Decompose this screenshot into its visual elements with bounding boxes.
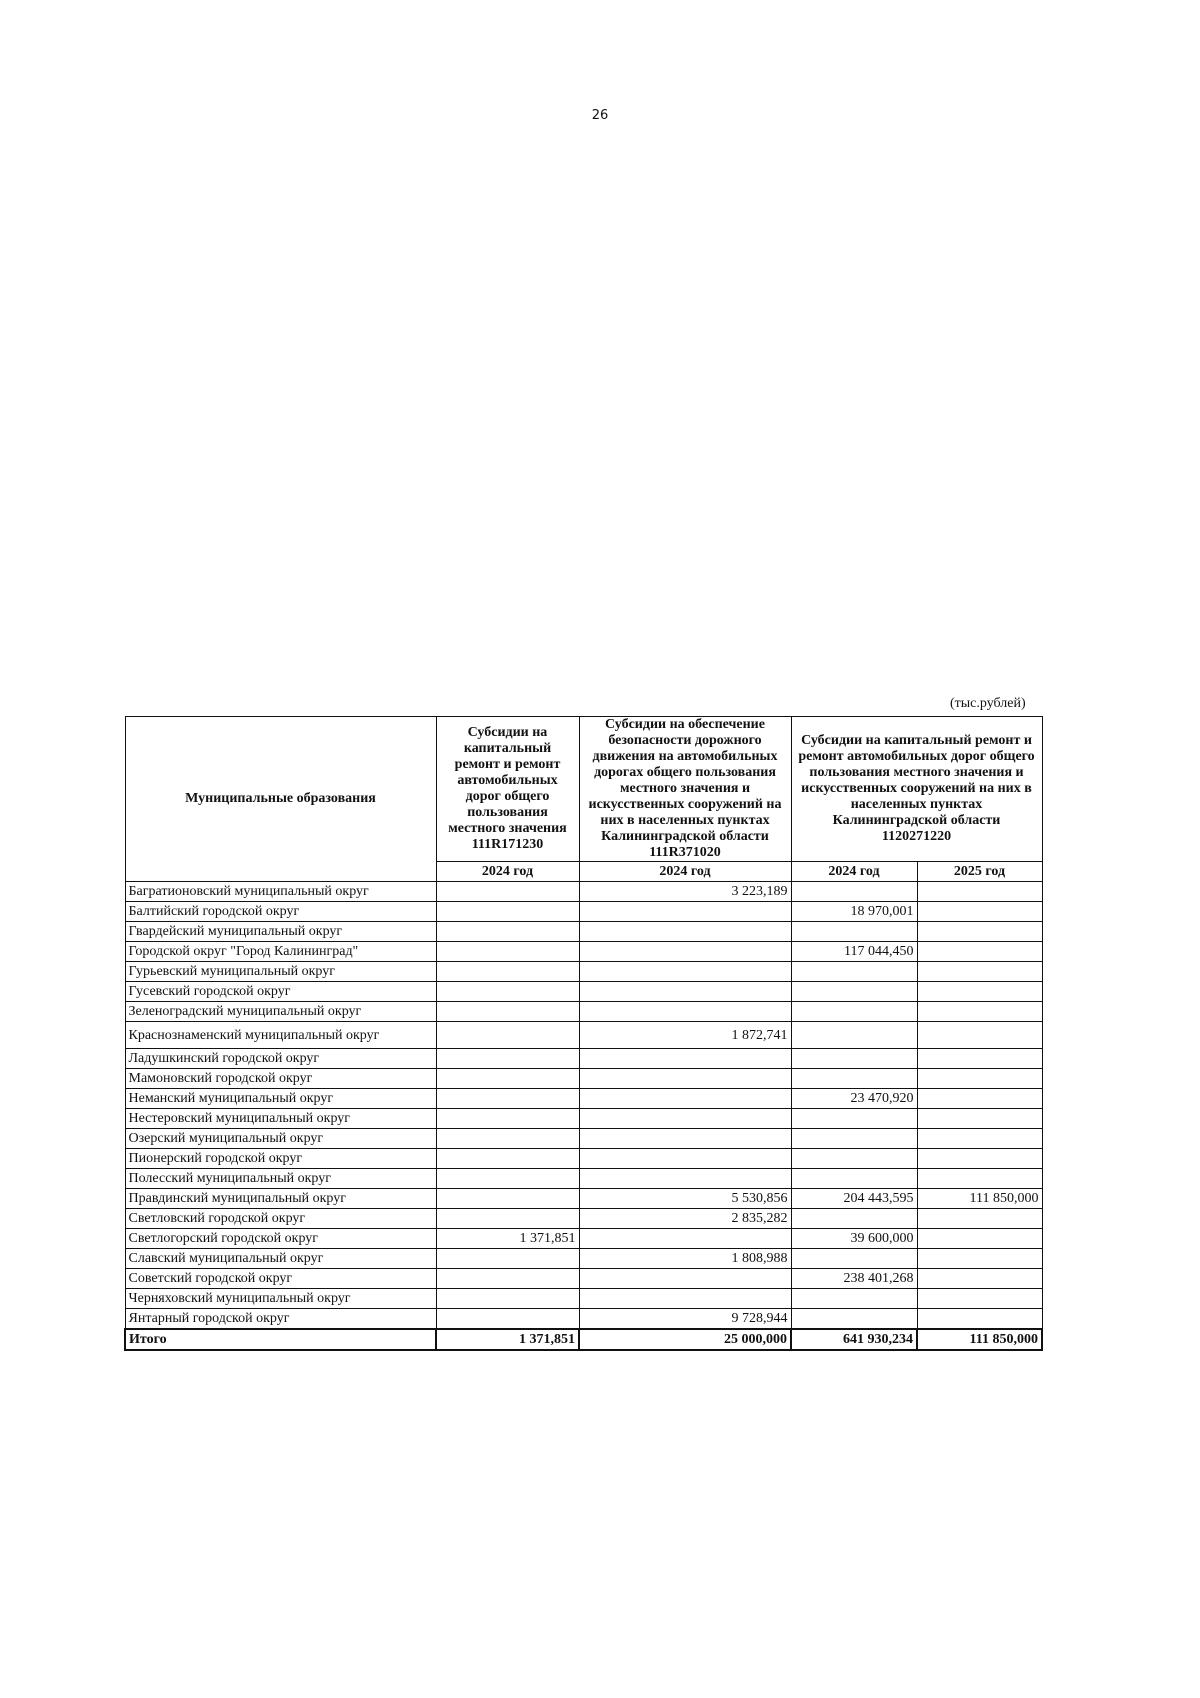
cell-c1	[436, 1189, 579, 1209]
cell-c2	[579, 1169, 791, 1189]
cell-c2: 25 000,000	[579, 1329, 791, 1350]
municipality-name: Ладушкинский городской округ	[125, 1049, 436, 1069]
table-row	[125, 1022, 1042, 1049]
cell-c3	[791, 1002, 917, 1022]
cell-c1: 1 371,851	[436, 1329, 579, 1350]
table-row	[125, 882, 1042, 902]
table-row	[125, 1209, 1042, 1229]
cell-c2	[579, 1002, 791, 1022]
cell-c1	[436, 982, 579, 1002]
cell-c4	[917, 902, 1042, 922]
cell-c2: 1 808,988	[579, 1249, 791, 1269]
cell-c2	[579, 942, 791, 962]
table-row	[125, 1002, 1042, 1022]
cell-c2	[579, 1049, 791, 1069]
page-number: 26	[591, 108, 609, 123]
cell-c2: 3 223,189	[579, 882, 791, 902]
municipality-name: Балтийский городской округ	[125, 902, 436, 922]
year-c2: 2024 год	[579, 862, 791, 882]
table-row	[125, 1249, 1042, 1269]
table-row	[125, 982, 1042, 1002]
cell-c1: 1 371,851	[436, 1229, 579, 1249]
table-row	[125, 1289, 1042, 1309]
cell-c4	[917, 1209, 1042, 1229]
municipality-name: Зеленоградский муниципальный округ	[125, 1002, 436, 1022]
table-body	[125, 882, 1042, 1351]
table-row	[125, 1129, 1042, 1149]
cell-c1	[436, 1249, 579, 1269]
cell-c3: 23 470,920	[791, 1089, 917, 1109]
header-col3: Субсидии на капитальный ремонт и ремонт автомобильных дорог общего пользования местного значения и искусственных сооружений на них в населенных пунктах Калининградской области 1120271220	[791, 717, 1042, 862]
cell-c1	[436, 1289, 579, 1309]
cell-c4	[917, 1109, 1042, 1129]
cell-c2	[579, 902, 791, 922]
cell-c4	[917, 1169, 1042, 1189]
cell-c4: 111 850,000	[917, 1329, 1042, 1350]
cell-c4	[917, 962, 1042, 982]
cell-c3	[791, 1289, 917, 1309]
cell-c1	[436, 1269, 579, 1289]
cell-c3	[791, 1109, 917, 1129]
table-row	[125, 962, 1042, 982]
table-row	[125, 942, 1042, 962]
municipality-name: Славский муниципальный округ	[125, 1249, 436, 1269]
cell-c2	[579, 962, 791, 982]
cell-c4	[917, 1049, 1042, 1069]
cell-c4	[917, 942, 1042, 962]
cell-c3	[791, 962, 917, 982]
cell-c2	[579, 982, 791, 1002]
cell-c4	[917, 982, 1042, 1002]
table-row	[125, 1269, 1042, 1289]
cell-c4	[917, 1269, 1042, 1289]
municipality-name: Полесский муниципальный округ	[125, 1169, 436, 1189]
cell-c3	[791, 1309, 917, 1330]
table-header-row	[125, 717, 1042, 862]
cell-c3	[791, 922, 917, 942]
cell-c3: 238 401,268	[791, 1269, 917, 1289]
cell-c4	[917, 1249, 1042, 1269]
cell-c3	[791, 1069, 917, 1089]
table-row	[125, 1169, 1042, 1189]
cell-c4	[917, 1309, 1042, 1330]
municipality-name: Мамоновский городской округ	[125, 1069, 436, 1089]
cell-c1	[436, 902, 579, 922]
cell-c4	[917, 1069, 1042, 1089]
cell-c3	[791, 982, 917, 1002]
cell-c3	[791, 1129, 917, 1149]
cell-c3: 204 443,595	[791, 1189, 917, 1209]
header-col1: Субсидии на капитальный ремонт и ремонт автомобильных дорог общего пользования местного значения 111R171230	[436, 717, 579, 862]
municipality-name: Пионерский городской округ	[125, 1149, 436, 1169]
cell-c3: 39 600,000	[791, 1229, 917, 1249]
cell-c3	[791, 1249, 917, 1269]
total-row	[125, 1329, 1042, 1350]
cell-c4	[917, 1022, 1042, 1049]
municipality-name: Светловский городской округ	[125, 1209, 436, 1229]
cell-c2	[579, 1269, 791, 1289]
cell-c1	[436, 922, 579, 942]
cell-c2: 2 835,282	[579, 1209, 791, 1229]
table-row	[125, 1109, 1042, 1129]
municipality-name: Гвардейский муниципальный округ	[125, 922, 436, 942]
cell-c3: 117 044,450	[791, 942, 917, 962]
cell-c1	[436, 1309, 579, 1330]
table-row	[125, 1069, 1042, 1089]
table-row	[125, 1149, 1042, 1169]
cell-c2	[579, 1069, 791, 1089]
cell-c1	[436, 1209, 579, 1229]
cell-c4	[917, 1129, 1042, 1149]
municipality-name: Краснознаменский муниципальный округ	[125, 1022, 436, 1049]
units-label: (тыс.рублей)	[950, 696, 1026, 711]
table-row	[125, 1309, 1042, 1330]
subsidies-table	[124, 716, 1043, 1351]
table-row	[125, 922, 1042, 942]
municipality-name: Итого	[125, 1329, 436, 1350]
cell-c2	[579, 1229, 791, 1249]
municipality-name: Черняховский муниципальный округ	[125, 1289, 436, 1309]
table-row	[125, 1189, 1042, 1209]
cell-c4	[917, 1229, 1042, 1249]
cell-c2	[579, 922, 791, 942]
cell-c4: 111 850,000	[917, 1189, 1042, 1209]
cell-c2: 9 728,944	[579, 1309, 791, 1330]
cell-c1	[436, 962, 579, 982]
header-col1-code: 111R171230	[471, 837, 544, 852]
municipality-name: Гурьевский муниципальный округ	[125, 962, 436, 982]
cell-c2	[579, 1149, 791, 1169]
cell-c1	[436, 1149, 579, 1169]
cell-c2	[579, 1109, 791, 1129]
municipality-name: Озерский муниципальный округ	[125, 1129, 436, 1149]
municipality-name: Нестеровский муниципальный округ	[125, 1109, 436, 1129]
year-c1: 2024 год	[436, 862, 579, 882]
cell-c3	[791, 1169, 917, 1189]
cell-c4	[917, 1149, 1042, 1169]
cell-c2	[579, 1129, 791, 1149]
cell-c1	[436, 1169, 579, 1189]
cell-c4	[917, 922, 1042, 942]
cell-c2: 5 530,856	[579, 1189, 791, 1209]
cell-c2	[579, 1089, 791, 1109]
cell-c3: 18 970,001	[791, 902, 917, 922]
municipality-name: Советский городской округ	[125, 1269, 436, 1289]
cell-c1	[436, 1109, 579, 1129]
cell-c1	[436, 1089, 579, 1109]
cell-c1	[436, 1049, 579, 1069]
table-row	[125, 1229, 1042, 1249]
cell-c1	[436, 942, 579, 962]
municipality-name: Багратионовский муниципальный округ	[125, 882, 436, 902]
table-row	[125, 902, 1042, 922]
header-col3-code: 1120271220	[881, 829, 952, 844]
header-municipality: Муниципальные образования	[125, 717, 436, 882]
cell-c3	[791, 1022, 917, 1049]
cell-c4	[917, 1089, 1042, 1109]
cell-c1	[436, 882, 579, 902]
municipality-name: Янтарный городской округ	[125, 1309, 436, 1330]
municipality-name: Гусевский городской округ	[125, 982, 436, 1002]
cell-c1	[436, 1022, 579, 1049]
municipality-name: Городской округ "Город Калининград"	[125, 942, 436, 962]
header-col2-code: 111R371020	[649, 845, 721, 860]
cell-c3: 641 930,234	[791, 1329, 917, 1350]
header-col2: Субсидии на обеспечение безопасности дорожного движения на автомобильных дорогах общего пользования местного значения и искусственных сооружений на них в населенных пунктах Калининградской области 111R371020	[579, 717, 791, 862]
municipality-name: Неманский муниципальный округ	[125, 1089, 436, 1109]
cell-c1	[436, 1129, 579, 1149]
table-row	[125, 1089, 1042, 1109]
cell-c3	[791, 1149, 917, 1169]
cell-c4	[917, 1002, 1042, 1022]
cell-c3	[791, 882, 917, 902]
year-c4: 2025 год	[917, 862, 1042, 882]
municipality-name: Правдинский муниципальный округ	[125, 1189, 436, 1209]
year-c3: 2024 год	[791, 862, 917, 882]
table-row	[125, 1049, 1042, 1069]
cell-c2: 1 872,741	[579, 1022, 791, 1049]
cell-c4	[917, 882, 1042, 902]
cell-c1	[436, 1069, 579, 1089]
municipality-name: Светлогорский городской округ	[125, 1229, 436, 1249]
cell-c3	[791, 1209, 917, 1229]
cell-c1	[436, 1002, 579, 1022]
cell-c2	[579, 1289, 791, 1309]
cell-c4	[917, 1289, 1042, 1309]
cell-c3	[791, 1049, 917, 1069]
